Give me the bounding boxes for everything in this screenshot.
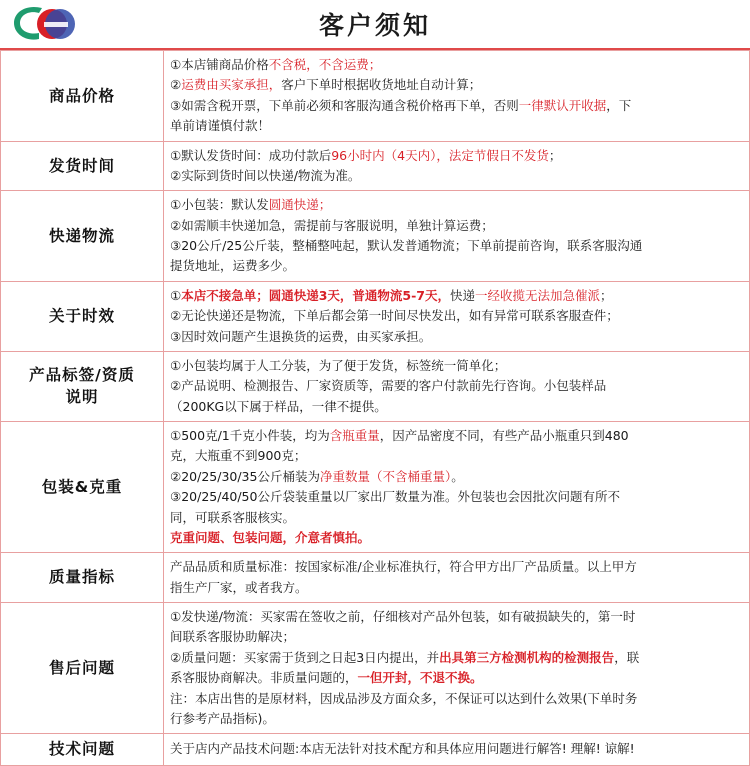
content-line: [170, 166, 743, 185]
content-segment: 克，大瓶重不到900克；: [170, 448, 307, 464]
content-segment: ③20/25/40/50公斤袋装重量以厂家出厂数量为准。外包装也会因批次问题有所不: [170, 489, 620, 505]
content-segment: ②20/25/30/35公斤桶装为: [170, 468, 320, 484]
content-segment: ①发快递/物流：买家需在签收之前，仔细核对产品外包装，如有破损缺失的，第一时: [170, 609, 636, 624]
content-segment: ③因时效问题产生退换货的运费，由买家承担。: [170, 328, 432, 344]
notice-table-body: [1, 51, 750, 766]
content-line: [170, 508, 743, 527]
content-segment: 关于店内产品技术问题:本店无法针对技术配方和具体应用问题进行解答! 理解! 谅解!: [170, 741, 635, 757]
content-line: [170, 397, 743, 416]
table-row: [1, 51, 750, 142]
table-row: [1, 141, 750, 191]
content-segment: ①小包装均属于人工分装，为了便于发货，标签统一简单化；: [170, 357, 507, 373]
content-line: [170, 75, 743, 94]
content-line: [170, 195, 743, 214]
content-line: [170, 528, 743, 547]
content-line: [170, 648, 743, 667]
row-label: 包装&克重: [1, 422, 164, 553]
document-header: [0, 0, 750, 50]
row-content: [164, 141, 750, 191]
company-logo-icon: [8, 2, 80, 46]
content-segment: 克重问题、包装问题，介意者慎拍。: [170, 529, 371, 545]
content-segment: ，下: [606, 97, 632, 113]
table-row: [1, 734, 750, 765]
content-segment: ②: [170, 77, 182, 93]
content-segment: 96小时内（4天内），法定节假日不发货: [331, 147, 549, 163]
row-label: 技术问题: [1, 734, 164, 765]
content-segment: ①500克/1千克小件装，均为: [170, 428, 330, 443]
content-line: [170, 216, 743, 235]
row-content: [164, 734, 750, 765]
table-row: [1, 351, 750, 421]
page-title: 客户须知: [318, 11, 431, 40]
table-row: [1, 603, 750, 734]
row-content: [164, 553, 750, 603]
table-row: [1, 553, 750, 603]
content-segment: 圆通快递；: [268, 197, 332, 213]
content-line: [170, 627, 743, 646]
content-segment: 提货地址，运费多少。: [170, 258, 296, 274]
content-segment: 快递: [450, 287, 476, 303]
content-segment: 一但开封，不退不换。: [357, 670, 483, 686]
content-segment: ②产品说明、检测报告、厂家资质等，需要的客户付款前先行咨询。小包装样品: [170, 378, 607, 394]
content-segment: 产品品质和质量标准：按国家标准/企业标准执行，符合甲方出厂产品质量。以上甲方: [170, 559, 637, 575]
content-segment: 同，可联系客服核实。: [170, 509, 296, 525]
content-line: [170, 286, 743, 305]
content-segment: ①默认发货时间：成功付款后: [170, 147, 332, 163]
content-segment: 单前请谨慎付款！: [170, 118, 271, 134]
content-line: [170, 557, 743, 576]
content-segment: ，联: [614, 649, 640, 665]
content-segment: ，因产品密度不同，有些产品小瓶重只到480: [379, 428, 629, 443]
content-line: [170, 376, 743, 395]
content-segment: 。: [451, 468, 464, 484]
content-line: [170, 236, 743, 255]
table-row: [1, 191, 750, 282]
content-line: [170, 146, 743, 165]
content-line: [170, 356, 743, 375]
row-content: [164, 603, 750, 734]
content-line: [170, 426, 743, 445]
content-line: [170, 446, 743, 465]
content-segment: 间联系客服协助解决；: [170, 629, 296, 645]
row-label: 关于时效: [1, 281, 164, 351]
content-segment: 客户下单时根据收货地址自动计算；: [281, 77, 482, 93]
content-segment: 行参考产品指标)。: [170, 710, 275, 726]
row-content: [164, 422, 750, 553]
content-line: [170, 96, 743, 115]
content-line: [170, 607, 743, 626]
content-line: [170, 487, 743, 506]
content-line: [170, 256, 743, 275]
content-segment: 不含税，不含运费；: [268, 57, 382, 72]
row-label: 产品标签/资质 说明: [1, 351, 164, 421]
content-segment: 含瓶重量: [329, 428, 380, 443]
content-segment: 本店不接急单；圆通快递3天，普通物流5-7天，: [181, 287, 451, 303]
row-content: [164, 351, 750, 421]
content-segment: ①: [170, 287, 182, 303]
content-segment: （200KG以下属于样品，一律不提供。: [170, 398, 387, 414]
content-line: [170, 739, 743, 758]
content-segment: 系客服协商解决。非质量问题的，: [170, 670, 358, 686]
content-segment: ②质量问题：买家需于货到之日起3日内提出，并: [170, 649, 440, 665]
row-content: [164, 191, 750, 282]
content-segment: ②如需顺丰快递加急，需提前与客服说明，单独计算运费；: [170, 217, 494, 233]
content-segment: ①小包装：默认发: [170, 197, 269, 213]
content-line: [170, 306, 743, 325]
row-content: [164, 51, 750, 142]
content-segment: ；: [548, 147, 562, 163]
content-segment: 出具第三方检测机构的检测报告: [439, 649, 615, 665]
content-segment: ②无论快递还是物流，下单后都会第一时间尽快发出，如有异常可联系客服查件；: [170, 308, 619, 324]
content-segment: 注：本店出售的是原材料，因成品涉及方面众多，不保证可以达到什么效果(下单时务: [170, 690, 638, 706]
content-line: [170, 689, 743, 708]
content-line: [170, 327, 743, 346]
row-label: 发货时间: [1, 141, 164, 191]
row-label: 快递物流: [1, 191, 164, 282]
content-line: [170, 709, 743, 728]
row-content: [164, 281, 750, 351]
content-segment: 一律默认开收据: [518, 97, 607, 113]
content-line: [170, 467, 743, 486]
row-label: 售后问题: [1, 603, 164, 734]
content-segment: ③如需含税开票，下单前必须和客服沟通含税价格再下单，否则: [170, 97, 519, 113]
content-line: [170, 55, 743, 74]
content-segment: ②实际到货时间以快递/物流为准。: [170, 167, 361, 183]
content-line: [170, 116, 743, 135]
row-label: 质量指标: [1, 553, 164, 603]
content-segment: ③20公斤/25公斤装，整桶整吨起，默认发普通物流；下单前提前咨询，联系客服沟通: [170, 238, 643, 253]
content-segment: 指生产厂家，或者我方。: [170, 579, 308, 595]
table-row: [1, 422, 750, 553]
content-segment: 净重数量（不含桶重量）: [319, 468, 452, 484]
content-segment: ①本店铺商品价格: [170, 57, 269, 72]
notice-table: [0, 50, 750, 766]
content-segment: 运费由买家承担，: [181, 77, 282, 93]
content-line: [170, 578, 743, 597]
table-row: [1, 281, 750, 351]
content-segment: ；: [600, 287, 613, 303]
row-label: 商品价格: [1, 51, 164, 142]
content-segment: 一经收揽无法加急催派: [475, 287, 601, 303]
